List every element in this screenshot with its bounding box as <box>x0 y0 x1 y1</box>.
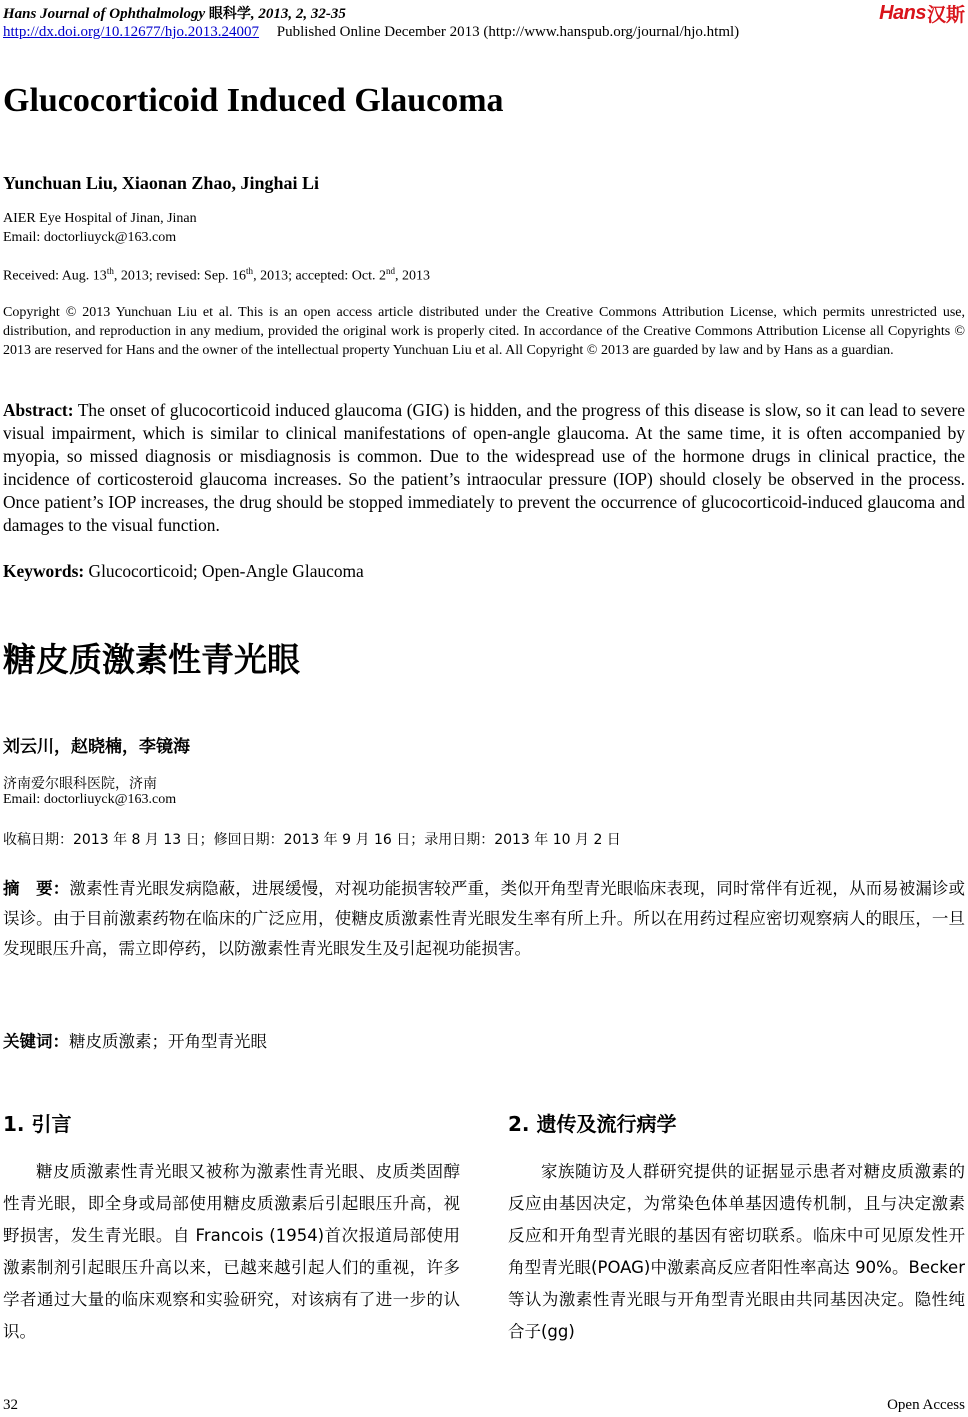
abstract-cn <box>3 874 965 964</box>
dates <box>3 266 430 285</box>
section-1-heading: 1. 引言 <box>3 1112 72 1136</box>
dates-cn: 收稿日期：2013 年 8 月 13 日；修回日期：2013 年 9 月 16 日；录用日期：2013 年 10 月 2 日 <box>3 832 621 848</box>
dates-suffix: , 2013 <box>395 268 431 284</box>
doi-line <box>3 24 739 41</box>
revised-sup: th <box>246 266 254 276</box>
email: Email: doctorliuyck@163.com <box>3 230 177 245</box>
keywords-text-cn: 糖皮质激素；开角型青光眼 <box>69 1032 267 1051</box>
copyright-notice: Copyright © 2013 Yunchuan Liu et al. This is an open access article distributed under the Creative Commons Attribution License, which permits unrestricted use, distribution, and reproduction in any medium, provided the original work is properly cited. In accordance of the Creative Commons Attribution License all Copyrights © 2013 are reserved for Hans and the owner of the intellectual property Yunchuan Liu et al. All Copyright © 2013 are guarded by law and by Hans as a guardian. <box>3 305 965 358</box>
affiliation: AIER Eye Hospital of Jinan, Jinan <box>3 211 197 226</box>
keywords-cn <box>3 1028 267 1052</box>
accepted-sup: nd <box>386 266 396 276</box>
abstract-text-cn: 激素性青光眼发病隐蔽，进展缓慢，对视功能损害较严重，类似开角型青光眼临床表现，同时常伴有近视，从而易被漏诊或误诊。由于目前激素药物在临床的广泛应用，使糖皮质激素性青光眼发生率有所上升。所以在用药过程应密切观察病人的眼压，一旦发现眼压升高，需立即停药，以防激素性青光眼发生及引起视功能损害。 <box>3 879 966 958</box>
authors: Yunchuan Liu, Xiaonan Zhao, Jinghai Li <box>3 173 319 193</box>
article-title-cn: 糖皮质激素性青光眼 <box>3 640 300 679</box>
affiliation-cn: 济南爱尔眼科医院，济南 <box>3 776 157 792</box>
keywords <box>3 561 364 582</box>
accepted-date: , 2013; accepted: Oct. 2 <box>253 268 387 284</box>
email-cn: Email: doctorliuyck@163.com <box>3 792 177 807</box>
section-2-heading: 2. 遗传及流行病学 <box>508 1112 677 1136</box>
section-1-body: 糖皮质激素性青光眼又被称为激素性青光眼、皮质类固醇性青光眼，即全身或局部使用糖皮质激素后引起眼压升高，视野损害，发生青光眼。自 Francois (1954)首次报道局部使用激素制剂引起眼压升高以来，已越来越引起人们的重视，许多学者通过大量的临床观察和实验研究，对该病有了进一步的认识。 <box>3 1162 460 1341</box>
abstract <box>3 399 965 537</box>
journal-name-cn: 眼科学 <box>208 6 251 22</box>
logo-text-cn: 汉斯 <box>926 3 965 26</box>
running-header <box>3 3 346 23</box>
article-title: Glucocorticoid Induced Glaucoma <box>3 82 504 119</box>
journal-name: Hans Journal of Ophthalmology <box>3 6 206 22</box>
keywords-label: Keywords: <box>3 561 85 581</box>
logo-text-en: Hans <box>879 1 926 24</box>
authors-cn: 刘云川，赵晓楠，李镜海 <box>3 737 190 757</box>
keywords-text: Glucocorticoid; Open-Angle Glaucoma <box>88 561 364 581</box>
page-number: 32 <box>3 1397 18 1413</box>
open-access-label: Open Access <box>887 1397 965 1413</box>
published-info: Published Online December 2013 (http://www.hanspub.org/journal/hjo.html) <box>276 24 740 40</box>
keywords-label-cn: 关键词： <box>3 1032 69 1051</box>
doi-link[interactable]: http://dx.doi.org/10.12677/hjo.2013.24007 <box>3 24 259 40</box>
received-date: Received: Aug. 13 <box>3 268 107 284</box>
section-2-body: 家族随访及人群研究提供的证据显示患者对糖皮质激素的反应由基因决定，为常染色体单基因遗传机制，且与决定激素反应和开角型青光眼的基因有密切联系。临床中可见原发性开角型青光眼(POAG)中激素高反应者阳性率高达 90%。Becker 等认为激素性青光眼与开角型青光眼由共同基因决定。隐性纯合子(gg) <box>508 1162 965 1341</box>
citation: , 2013, 2, 32-35 <box>250 6 346 22</box>
abstract-label-cn: 摘 要： <box>3 879 70 898</box>
revised-date: , 2013; revised: Sep. 16 <box>113 268 247 284</box>
abstract-text: The onset of glucocorticoid induced glaucoma (GIG) is hidden, and the progress of this disease is slow, so it can lead to severe visual impairment, which is similar to clinical manifestations of open-angle glaucoma. At the same time, it is often accompanied by myopia, so missed diagnosis or misdiagnosis is common. Due to the widespread use of the hormone drugs in clinical practice, the incidence of corticosteroid glaucoma increases. So the patient’s intraocular pressure (IOP) should closely be observed in the process. Once patient’s IOP increases, the drug should be stopped immediately to prevent the occurrence of glucocorticoid-induced glaucoma and damages to the visual function. <box>3 400 965 535</box>
hans-logo <box>879 0 965 26</box>
abstract-label: Abstract: <box>3 400 74 420</box>
received-sup: th <box>106 266 114 276</box>
